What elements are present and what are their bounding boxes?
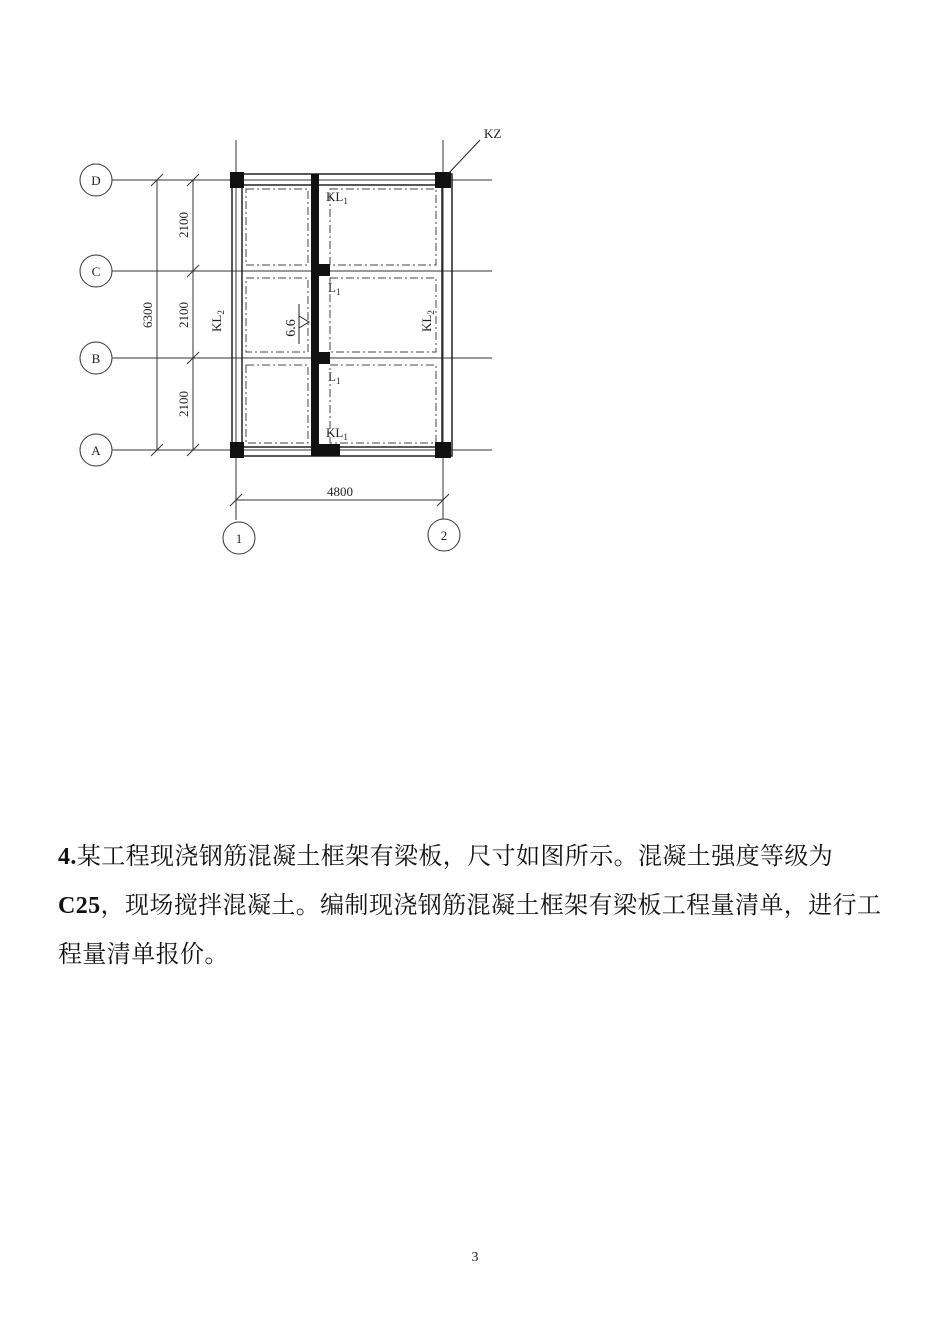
beam-label-l1-upper: $L_1$ <box>328 280 341 297</box>
problem-number: 4. <box>58 844 77 870</box>
problem-text-part2: ，现场搅拌混凝土。编制现浇钢筋混凝土框架有梁板工程量清单，进行工程量清单报价。 <box>58 891 882 968</box>
elevation-label: 6.6 <box>284 319 299 337</box>
axis-bubble-labels <box>91 173 447 546</box>
structural-plan-drawing <box>0 0 950 600</box>
dim-total-label: 6300 <box>140 302 155 328</box>
dim-bay-2-label: 2100 <box>176 302 191 328</box>
axis-label-a: A <box>91 443 101 458</box>
beam-label-l1-lower: $L_1$ <box>328 369 341 386</box>
elevation-marker <box>284 304 309 344</box>
beam-labels <box>209 189 436 442</box>
kz-label: KZ <box>484 126 502 141</box>
vertical-dimensions <box>151 174 199 456</box>
problem-text-part1: 某工程现浇钢筋混凝土框架有梁板，尺寸如图所示。混凝土强度等级为 <box>76 842 834 870</box>
slab-outlines <box>246 189 436 443</box>
problem-statement <box>58 832 890 978</box>
axis-label-2: 2 <box>440 528 448 543</box>
beam-label-kl1-bottom: $KL_1$ <box>326 425 348 442</box>
vertical-dimension-labels <box>140 212 191 417</box>
dim-width-label: 4800 <box>327 484 353 499</box>
axis-label-c: C <box>91 264 101 279</box>
beam-label-kl1-top: $KL_1$ <box>326 189 348 206</box>
axis-label-1: 1 <box>235 531 243 546</box>
beam-label-kl2-left: $KL_2$ <box>209 310 226 332</box>
columns-kz <box>230 172 451 458</box>
dim-bay-3-label: 2100 <box>176 391 191 417</box>
axis-bubbles <box>80 164 460 554</box>
axis-label-d: D <box>91 173 101 188</box>
page-number: 3 <box>471 1250 479 1265</box>
beam-label-kl2-right: $KL_2$ <box>419 310 436 332</box>
kz-leader <box>447 126 501 175</box>
axis-label-b: B <box>91 351 101 366</box>
dim-bay-1-label: 2100 <box>176 212 191 238</box>
concrete-grade: C25 <box>58 893 101 919</box>
middle-beam <box>311 174 319 456</box>
